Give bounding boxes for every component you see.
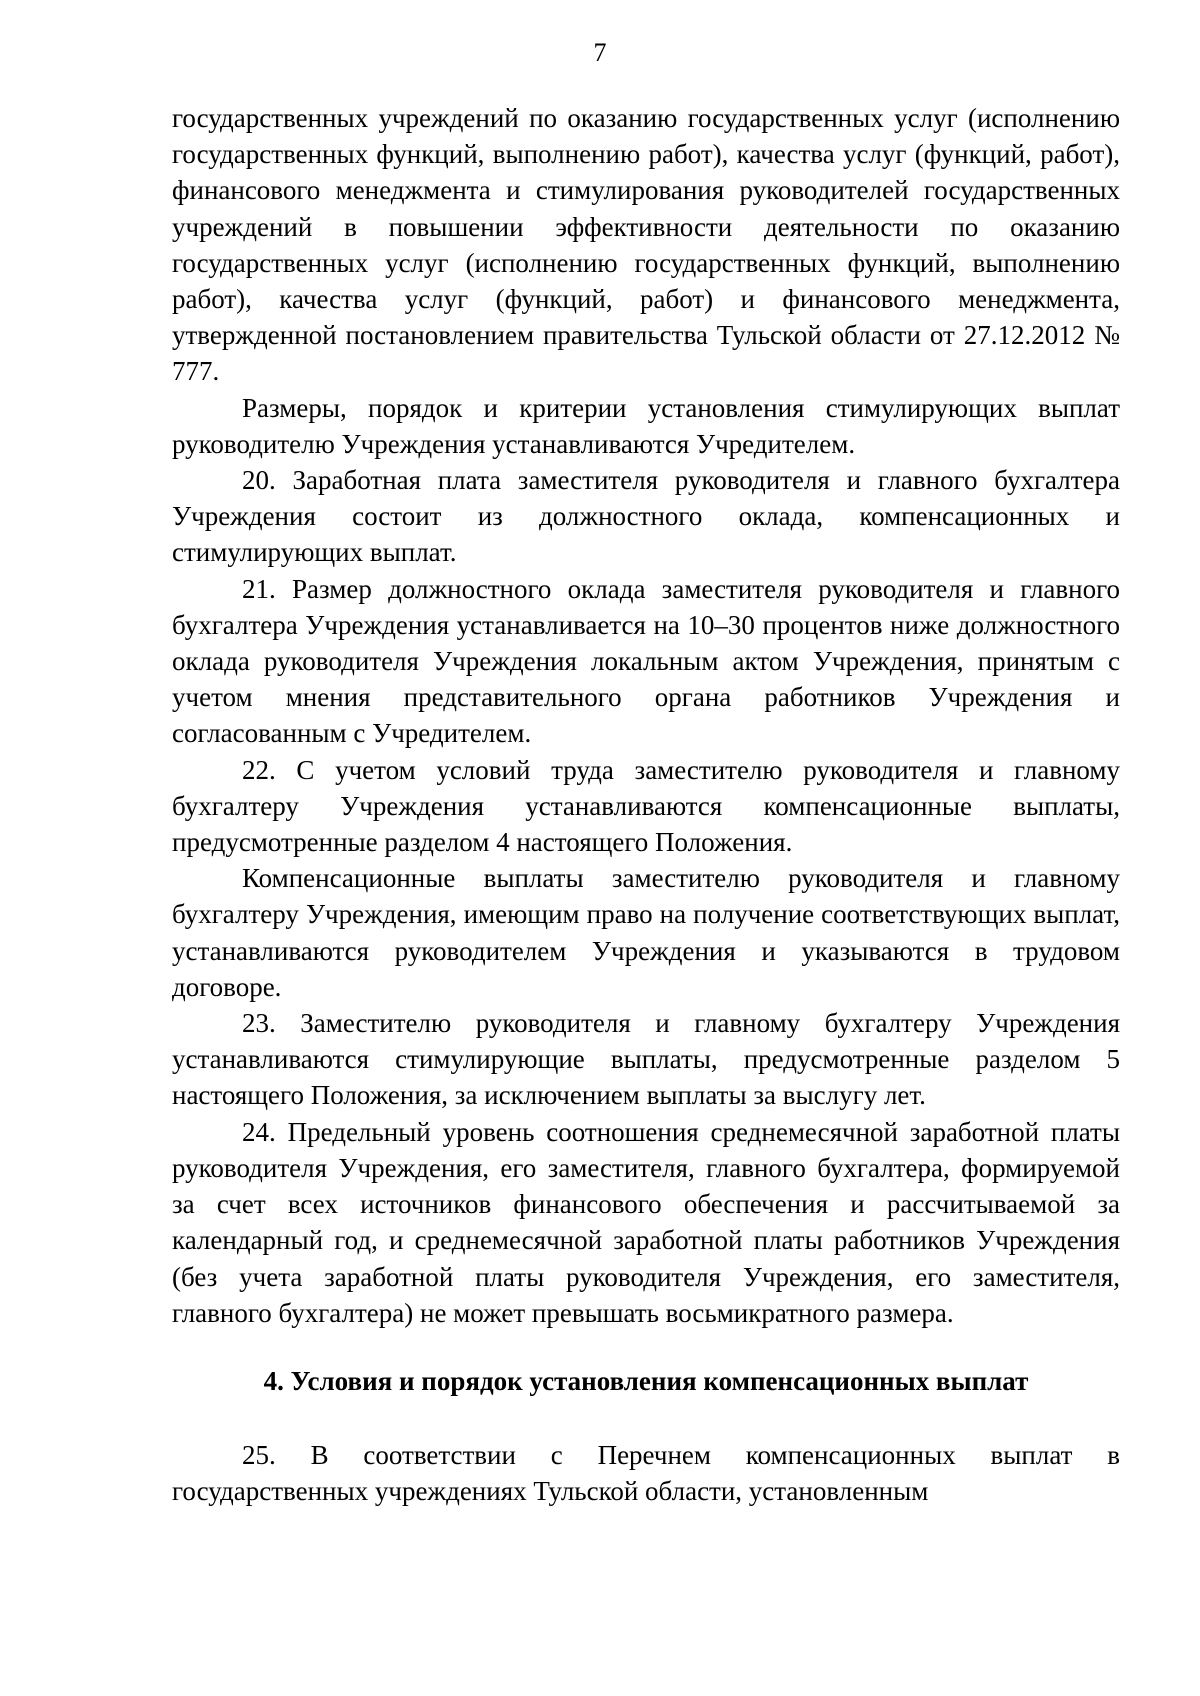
paragraph-21: 21. Размер должностного оклада заместителя руководителя и главного бухгалтера Учреждения устанавливается на 10–30 процентов ниже должностного оклада руководителя Учреждения локальным актом Учреждения, принятым с учетом мнения представительного органа работников Учреждения и согласованным с Учредителем. — [172, 573, 1120, 749]
paragraph-24: 24. Предельный уровень соотношения среднемесячной заработной платы руководителя Учреждения, его заместителя, главного бухгалтера, формируемой за счет всех источников финансового обеспечения и рассчитываемой за календарный год, и среднемесячной заработной платы работников Учреждения (без учета заработной платы руководителя Учреждения, его заместителя, главного бухгалтера) не может превышать восьмикратного размера. — [172, 1116, 1120, 1328]
paragraph-20: 20. Заработная плата заместителя руководителя и главного бухгалтера Учреждения состоит из должностного оклада, компенсационных и стимулирующих выплат. — [172, 465, 1120, 568]
document-body — [172, 100, 1120, 1509]
paragraph-25: 25. В соответствии с Перечнем компенсационных выплат в государственных учреждениях Тульской области, установленным — [172, 1439, 1120, 1507]
page-number: 7 — [593, 38, 607, 67]
paragraph-23: 23. Заместителю руководителя и главному бухгалтеру Учреждения устанавливаются стимулирующие выплаты, предусмотренные разделом 5 настоящего Положения, за исключением выплаты за выслугу лет. — [172, 1008, 1120, 1111]
paragraph-compensation-payments: Компенсационные выплаты заместителю руководителя и главному бухгалтеру Учреждения, имеющим право на получение соответствующих выплат, устанавливаются руководителем Учреждения и указываются в трудовом договоре. — [172, 863, 1120, 1002]
paragraph-continuation: государственных учреждений по оказанию государственных услуг (исполнению государственных функций, выполнению работ), качества услуг (функций, работ), финансового менеджмента и стимулирования руководителей государственных учреждений в повышении эффективности деятельности по оказанию государственных услуг (исполнению государственных функций, выполнению работ), качества услуг (функций, работ) и финансового менеджмента, утвержденной постановлением правительства Тульской области от 27.12.2012 № 777. — [172, 103, 1120, 387]
paragraph-22: 22. С учетом условий труда заместителю руководителя и главному бухгалтеру Учреждения устанавливаются компенсационные выплаты, предусмотренные разделом 4 настоящего Положения. — [172, 754, 1120, 858]
paragraph-stimulus-criteria: Размеры, порядок и критерии установления стимулирующих выплат руководителю Учреждения устанавливаются Учредителем. — [172, 392, 1120, 459]
section-title: 4. Условия и порядок установления компенсационных выплат — [263, 1365, 1029, 1396]
